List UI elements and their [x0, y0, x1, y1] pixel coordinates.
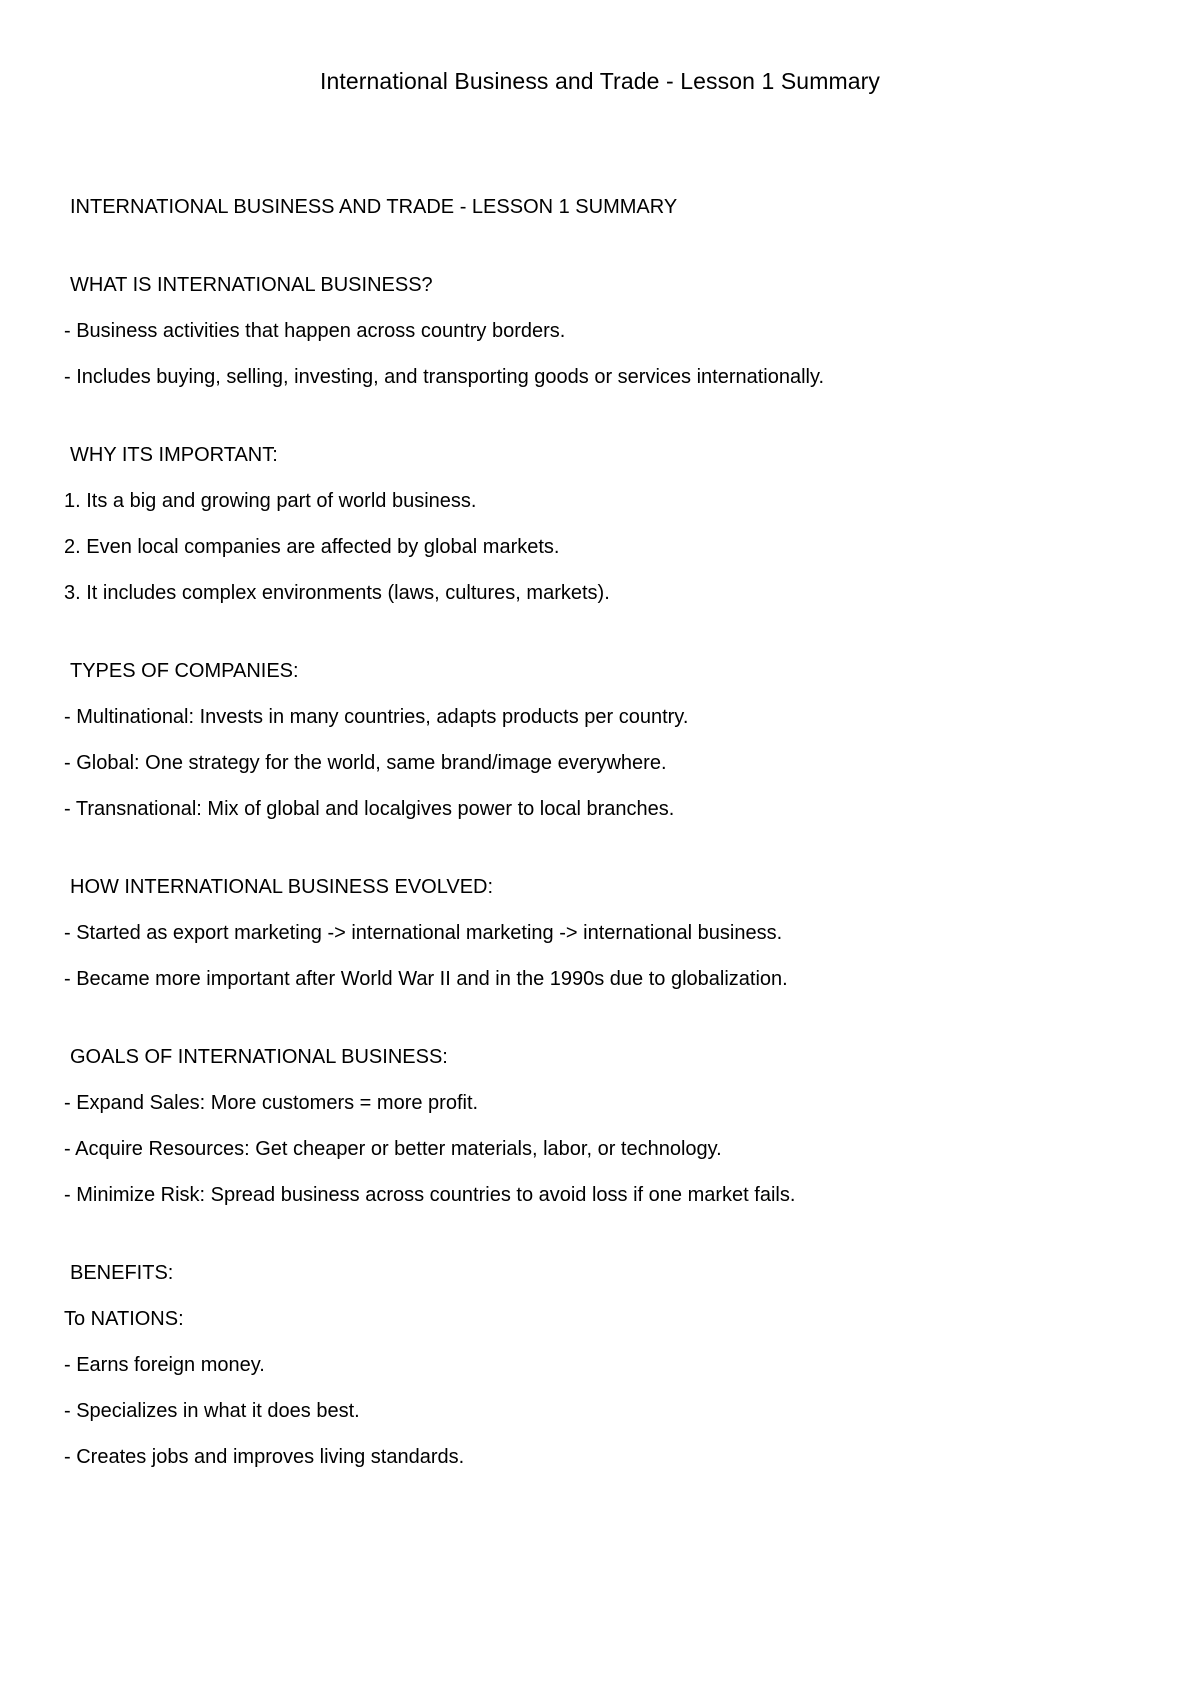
section-why-its-important: [64, 442, 1144, 606]
bullet-line: - Business activities that happen across country borders.: [64, 320, 566, 342]
section-benefits: [64, 1260, 1144, 1470]
numbered-line: 2. Even local companies are affected by global markets.: [64, 536, 560, 558]
section-heading: BENEFITS:: [70, 1262, 174, 1284]
numbered-line: 1. Its a big and growing part of world business.: [64, 490, 477, 512]
bullet-line: - Earns foreign money.: [64, 1354, 265, 1376]
bullet-line: - Specializes in what it does best.: [64, 1400, 360, 1422]
bullet-line: - Includes buying, selling, investing, and transporting goods or services internationally.: [64, 366, 825, 388]
bullet-line: - Multinational: Invests in many countries, adapts products per country.: [64, 706, 689, 728]
numbered-line: 3. It includes complex environments (laws, cultures, markets).: [64, 582, 610, 604]
section-heading: TYPES OF COMPANIES:: [70, 660, 299, 682]
bullet-line: - Global: One strategy for the world, same brand/image everywhere.: [64, 752, 667, 774]
section-goals-of-international-business: [64, 1044, 1144, 1208]
section-how-business-evolved: [64, 874, 1144, 992]
section-types-of-companies: [64, 658, 1144, 822]
bullet-line: - Creates jobs and improves living standards.: [64, 1446, 465, 1468]
document-body: [64, 194, 1144, 1470]
page-header: International Business and Trade - Lesson 1 Summary: [320, 68, 880, 94]
bullet-line: - Started as export marketing -> international marketing -> international business.: [64, 922, 783, 944]
section-heading: HOW INTERNATIONAL BUSINESS EVOLVED:: [70, 876, 494, 898]
bullet-line: - Minimize Risk: Spread business across countries to avoid loss if one market fails.: [64, 1184, 796, 1206]
bullet-line: - Became more important after World War II and in the 1990s due to globalization.: [64, 968, 788, 990]
sub-heading: To NATIONS:: [64, 1308, 184, 1330]
section-heading: GOALS OF INTERNATIONAL BUSINESS:: [70, 1046, 448, 1068]
section-what-is-international-business: [64, 272, 1144, 390]
section-heading: WHAT IS INTERNATIONAL BUSINESS?: [70, 274, 433, 296]
bullet-line: - Acquire Resources: Get cheaper or better materials, labor, or technology.: [64, 1138, 722, 1160]
section-heading: WHY ITS IMPORTANT:: [70, 444, 278, 466]
document-title: INTERNATIONAL BUSINESS AND TRADE - LESSON 1 SUMMARY: [70, 196, 678, 218]
bullet-line: - Expand Sales: More customers = more profit.: [64, 1092, 479, 1114]
bullet-line: - Transnational: Mix of global and localgives power to local branches.: [64, 798, 675, 820]
